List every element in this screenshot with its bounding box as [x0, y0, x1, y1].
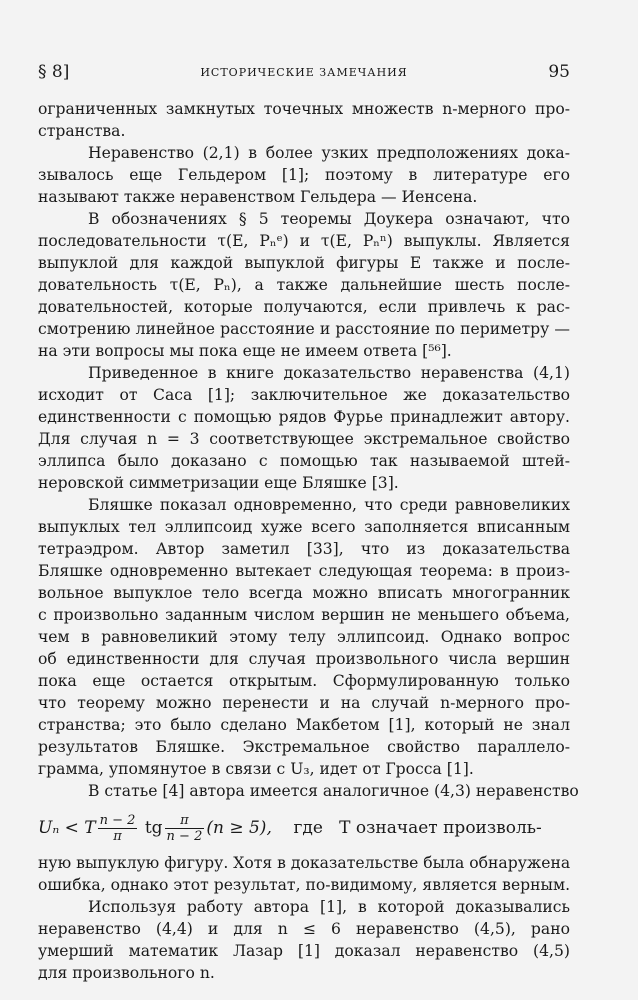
paragraph: [38, 896, 570, 984]
text-line: зывалось еще Гельдером [1]; поэтому в литературе его: [38, 166, 570, 184]
text-line: неравенство (4,4) и для n ≤ 6 неравенство (4,5), рано: [38, 920, 570, 938]
text-line: результатов Бляшке. Экстремальное свойство параллело-: [38, 738, 570, 756]
text-line: Неравенство (2,1) в более узких предположениях дока-: [88, 144, 570, 162]
text-line: пока еще остается открытым. Сформулированную только: [38, 672, 570, 690]
fraction-numerator: π: [165, 813, 205, 829]
paragraph: [38, 98, 570, 142]
text-line: странства.: [38, 122, 126, 140]
running-header: [38, 62, 570, 88]
text-line: умерший математик Лазар [1] доказал неравенство (4,5): [38, 942, 570, 960]
text-line: В статье [4] автора имеется аналогичное (4,3) неравенство: [88, 782, 579, 800]
fraction: [98, 813, 138, 844]
text-line: с произвольно заданным числом вершин не меньшего объема,: [38, 606, 570, 624]
formula-gap-word: где: [293, 818, 323, 838]
fraction-denominator: π: [113, 829, 122, 844]
text-line: об единственности для случая произвольного числа вершин: [38, 650, 570, 668]
text-line: Бляшке одновременно вытекает следующая теорема: в произ-: [38, 562, 570, 580]
text-line: Для случая n = 3 соответствующее экстремальное свойство: [38, 430, 570, 448]
section-number: § 8]: [38, 62, 70, 82]
paragraph: [38, 780, 579, 896]
page-body: [38, 98, 579, 984]
text-line: исходит от Саса [1]; заключительное же доказательство: [38, 386, 570, 404]
formula-condition: (n ≥ 5),: [206, 818, 272, 838]
text-line: выпуклой для каждой выпуклой фигуры E также и после-: [38, 254, 570, 272]
text-line: единственности с помощью рядов Фурье принадлежит автору.: [38, 408, 570, 426]
text-line: Приведенное в книге доказательство неравенства (4,1): [88, 364, 570, 382]
tangent-symbol: tg: [144, 818, 163, 838]
text-line: чем в равновеликий этому телу эллипсоид. Однако вопрос: [38, 628, 570, 646]
paragraph: [38, 494, 570, 780]
text-line: грамма, упомянутое в связи с U₃, идет от Гросса [1].: [38, 760, 474, 778]
paragraph: [38, 142, 570, 208]
paragraph: [38, 362, 570, 494]
text-line: на эти вопросы мы пока еще не имеем ответа [⁵⁶].: [38, 342, 452, 360]
text-line: довательностей, которые получаются, если привлечь к рас-: [38, 298, 570, 316]
text-line: называют также неравенством Гельдера — Иенсена.: [38, 188, 478, 206]
fraction-denominator: n − 2: [166, 829, 203, 844]
page-number: 95: [548, 62, 570, 82]
text-line: В обозначениях § 5 теоремы Доукера означают, что: [88, 210, 570, 228]
formula-tail: T означает произволь-: [339, 818, 542, 838]
text-line: довательность τ(E, Pₙ), а также дальнейшие шесть после-: [38, 276, 570, 294]
text-line: ошибка, однако этот результат, по-видимому, является верным.: [38, 876, 571, 894]
text-line: эллипса было доказано с помощью так называемой штей-: [38, 452, 570, 470]
text-line: вольное выпуклое тело всегда можно вписать многогранник: [38, 584, 570, 602]
fraction-numerator: n − 2: [99, 813, 136, 828]
text-line: странства; это было сделано Макбетом [1], который не знал: [38, 716, 570, 734]
text-line: тетраэдром. Автор заметил [33], что из доказательства: [38, 540, 570, 558]
text-line: неровской симметризации еще Бляшке [3].: [38, 474, 399, 492]
text-line: ограниченных замкнутых точечных множеств n-мерного про-: [38, 100, 570, 118]
text-line: ную выпуклую фигуру. Хотя в доказательстве была обнаружена: [38, 854, 571, 872]
text-line: Используя работу автора [1], в которой доказывались: [88, 898, 570, 916]
text-line: Бляшке показал одновременно, что среди равновеликих: [88, 496, 570, 514]
text-line: смотрению линейное расстояние и расстояние по периметру —: [38, 320, 570, 338]
formula-lhs: Uₙ < T: [38, 818, 96, 838]
running-title: ИСТОРИЧЕСКИЕ ЗАМЕЧАНИЯ: [200, 66, 408, 79]
fraction: [165, 813, 205, 844]
text-line: для произвольного n.: [38, 964, 215, 982]
paragraph: [38, 208, 570, 362]
inequality-formula: [38, 806, 570, 850]
text-line: что теорему можно перенести и на случай n-мерного про-: [38, 694, 570, 712]
text-line: последовательности τ(E, Pₙᵉ) и τ(E, Pₙⁿ) выпуклы. Является: [38, 232, 570, 250]
text-line: выпуклых тел эллипсоид хуже всего заполняется вписанным: [38, 518, 570, 536]
